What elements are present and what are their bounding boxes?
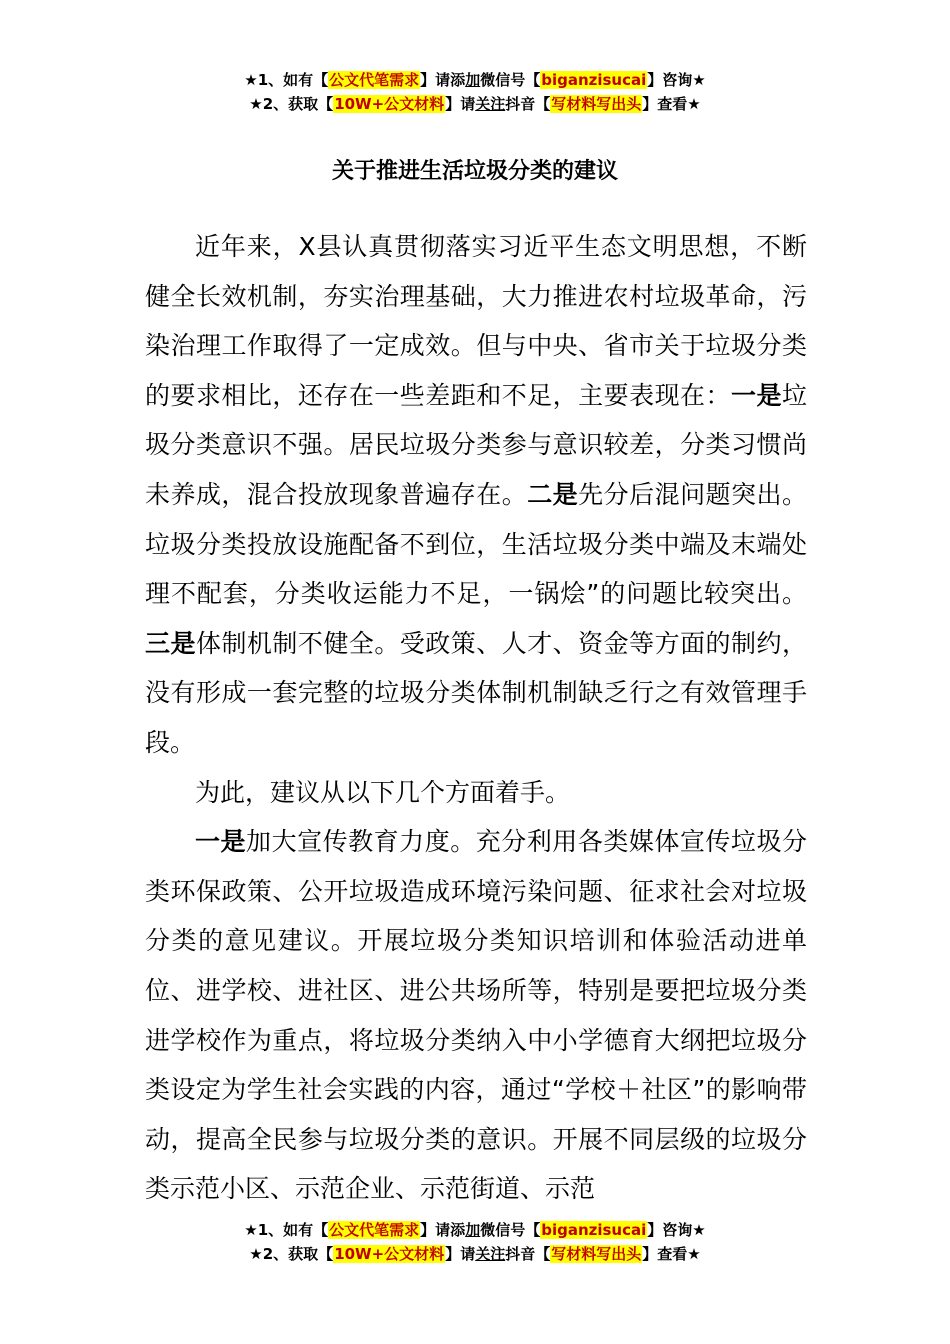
paragraph-3 [145,817,807,1214]
footer-banner [0,1218,950,1266]
paragraph-text: 近年来，X县认真贯彻落实习近平生态文明思想，不断健全长效机制，夯实治理基础，大力推进农村垃圾革命，污染治理工作取得了一定成效。但与中央、省市关于垃圾分类的要求相比，还存在一些差距和不足，主要表现在： [145,232,807,410]
emphasis-label: 一是 [195,827,247,857]
emphasis-label: 一是 [731,380,782,410]
paragraph-text: 垃圾分类意识不强。居民垃圾分类参与意识较差，分类习惯尚未养成，混合投放现象普遍存在。 [145,380,807,509]
banner-text: ★1、如有【 [244,1221,329,1239]
banner-line-1 [0,1218,950,1242]
banner-text: ★2、获取【 [249,1245,334,1263]
banner-text: 微信号【 [480,1221,541,1239]
banner-text: 】咨询★ [647,1221,706,1239]
banner-highlight: 公文代笔需求 [329,71,420,89]
banner-text: 】查看★ [642,1245,701,1263]
banner-highlight: biganzisucai [541,71,647,89]
banner-text: 微信号【 [480,71,541,89]
banner-text: 】请添 [420,1221,466,1239]
banner-highlight: 写材料写出头 [551,95,642,113]
paragraph-text: 体制机制不健全。受政策、人才、资金等方面的制约，没有形成一套完整的垃圾分类体制机制缺乏行之有效管理手段。 [145,628,807,757]
banner-text: 】请 [445,95,476,113]
banner-highlight: 10W+公文材料 [334,95,445,113]
banner-text: 】查看★ [642,95,701,113]
paragraph-1 [145,222,807,768]
document-title: 关于推进生活垃圾分类的建议 [331,159,618,184]
banner-text: 】请添 [420,71,466,89]
banner-highlight: 公文代笔需求 [329,1221,420,1239]
banner-text: ★1、如有【 [244,71,329,89]
paragraph-text: 加大宣传教育力度。充分利用各类媒体宣传垃圾分类环保政策、公开垃圾造成环境污染问题、征求社会对垃圾分类的意见建议。开展垃圾分类知识培训和体验活动进单位、进学校、进社区、进公共场所等，特别是要把垃圾分类进学校作为重点，将垃圾分类纳入中小学德育大纲把垃圾分类设定为学生社会实践的内容，通过“学校＋社区”的影响带动，提高全民参与垃圾分类的意识。开展不同层级的垃圾分类示范小区、示范企业、示范街道、示范 [145,827,807,1204]
emphasis-label: 二是 [527,479,579,509]
paragraph-2: 为此，建议从以下几个方面着手。 [195,777,571,807]
banner-line-1 [0,68,950,92]
banner-highlight: biganzisucai [541,1221,647,1239]
banner-text: ★2、获取【 [249,95,334,113]
banner-highlight: 写材料写出头 [551,1245,642,1263]
banner-underline: 关注 [475,1245,506,1263]
banner-text: 抖音【 [505,1245,551,1263]
paragraph-text: 先分后混问题突出。垃圾分类投放设施配备不到位，生活垃圾分类中端及末端处理不配套，分类收运能力不足，一锅烩”的问题比较突出。 [145,479,807,609]
banner-text: 】请 [445,1245,476,1263]
banner-underline: 加 [465,1221,481,1239]
banner-underline: 关注 [475,95,506,113]
header-banner [0,68,950,116]
emphasis-label: 三是 [145,628,196,658]
banner-highlight: 10W+公文材料 [334,1245,445,1263]
banner-underline: 加 [465,71,481,89]
banner-line-2 [0,92,950,116]
document-body [145,222,807,1214]
banner-text: 】咨询★ [647,71,706,89]
banner-text: 抖音【 [505,95,551,113]
banner-line-2 [0,1242,950,1266]
